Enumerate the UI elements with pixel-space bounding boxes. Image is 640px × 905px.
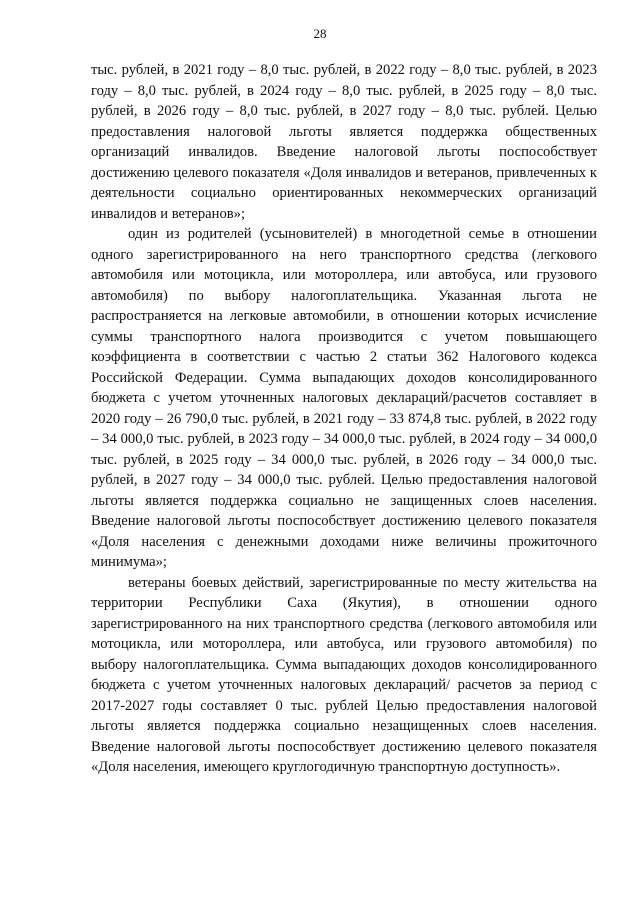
document-body xyxy=(91,60,597,778)
paragraph-combat-veterans: ветераны боевых действий, зарегистрированные по месту жительства на территории Республики Саха (Якутия), в отношении одного зарегистрированного на них транспортного средства (легкового автомобиля или мотоцикла, или мотороллера, или автобуса, или грузового автомобиля) по выбору налогоплательщика. Сумма выпадающих доходов консолидированного бюджета с учетом уточненных налоговых деклараций/ расчетов за период с 2017-2027 годы составляет 0 тыс. рублей Целью предоставления налоговой льготы является поддержка социально незащищенных слоев населения. Введение налоговой льготы поспособствует достижению целевого показателя «Доля населения, имеющего круглогодичную транспортную доступность». xyxy=(91,574,597,775)
paragraph-large-families: один из родителей (усыновителей) в многодетной семье в отношении одного зарегистрированного на него транспортного средства (легкового автомобиля или мотоцикла, или мотороллера, или автобуса, или грузового автомобиля) по выбору налогоплательщика. Указанная льгота не распространяется на легковые автомобили, в отношении которых исчисление суммы транспортного налога производится с учетом повышающего коэффициента в соответствии с частью 2 статьи 362 Налогового кодекса Российской Федерации. Сумма выпадающих доходов консолидированного бюджета с учетом уточненных налоговых деклараций/расчетов составляет в 2020 году – 26 790,0 тыс. рублей, в 2021 году – 33 874,8 тыс. рублей, в 2022 году – 34 000,0 тыс. рублей, в 2023 году – 34 000,0 тыс. рублей, в 2024 году – 34 000,0 тыс. рублей, в 2025 году – 34 000,0 тыс. рублей, в 2026 году – 34 000,0 тыс. рублей, в 2027 году – 34 000,0 тыс. рублей. Целью предоставления налоговой льготы является поддержка социально не защищенных слоев населения. Введение налоговой льготы поспособствует достижению целевого показателя «Доля населения с денежными доходами ниже величины прожиточного минимума»; xyxy=(91,226,597,570)
page-number: 28 xyxy=(313,26,327,41)
paragraph-continuation: тыс. рублей, в 2021 году – 8,0 тыс. рублей, в 2022 году – 8,0 тыс. рублей, в 2023 году – 8,0 тыс. рублей, в 2024 году – 8,0 тыс. рублей, в 2025 году – 8,0 тыс. рублей, в 2026 году – 8,0 тыс. рублей, в 2027 году – 8,0 тыс. рублей. Целью предоставления налоговой льготы является поддержка общественных организаций инвалидов. Введение налоговой льготы поспособствует достижению целевого показателя «Доля инвалидов и ветеранов, привлеченных к деятельности социально ориентированных некоммерческих организаций инвалидов и ветеранов»; xyxy=(91,62,597,222)
